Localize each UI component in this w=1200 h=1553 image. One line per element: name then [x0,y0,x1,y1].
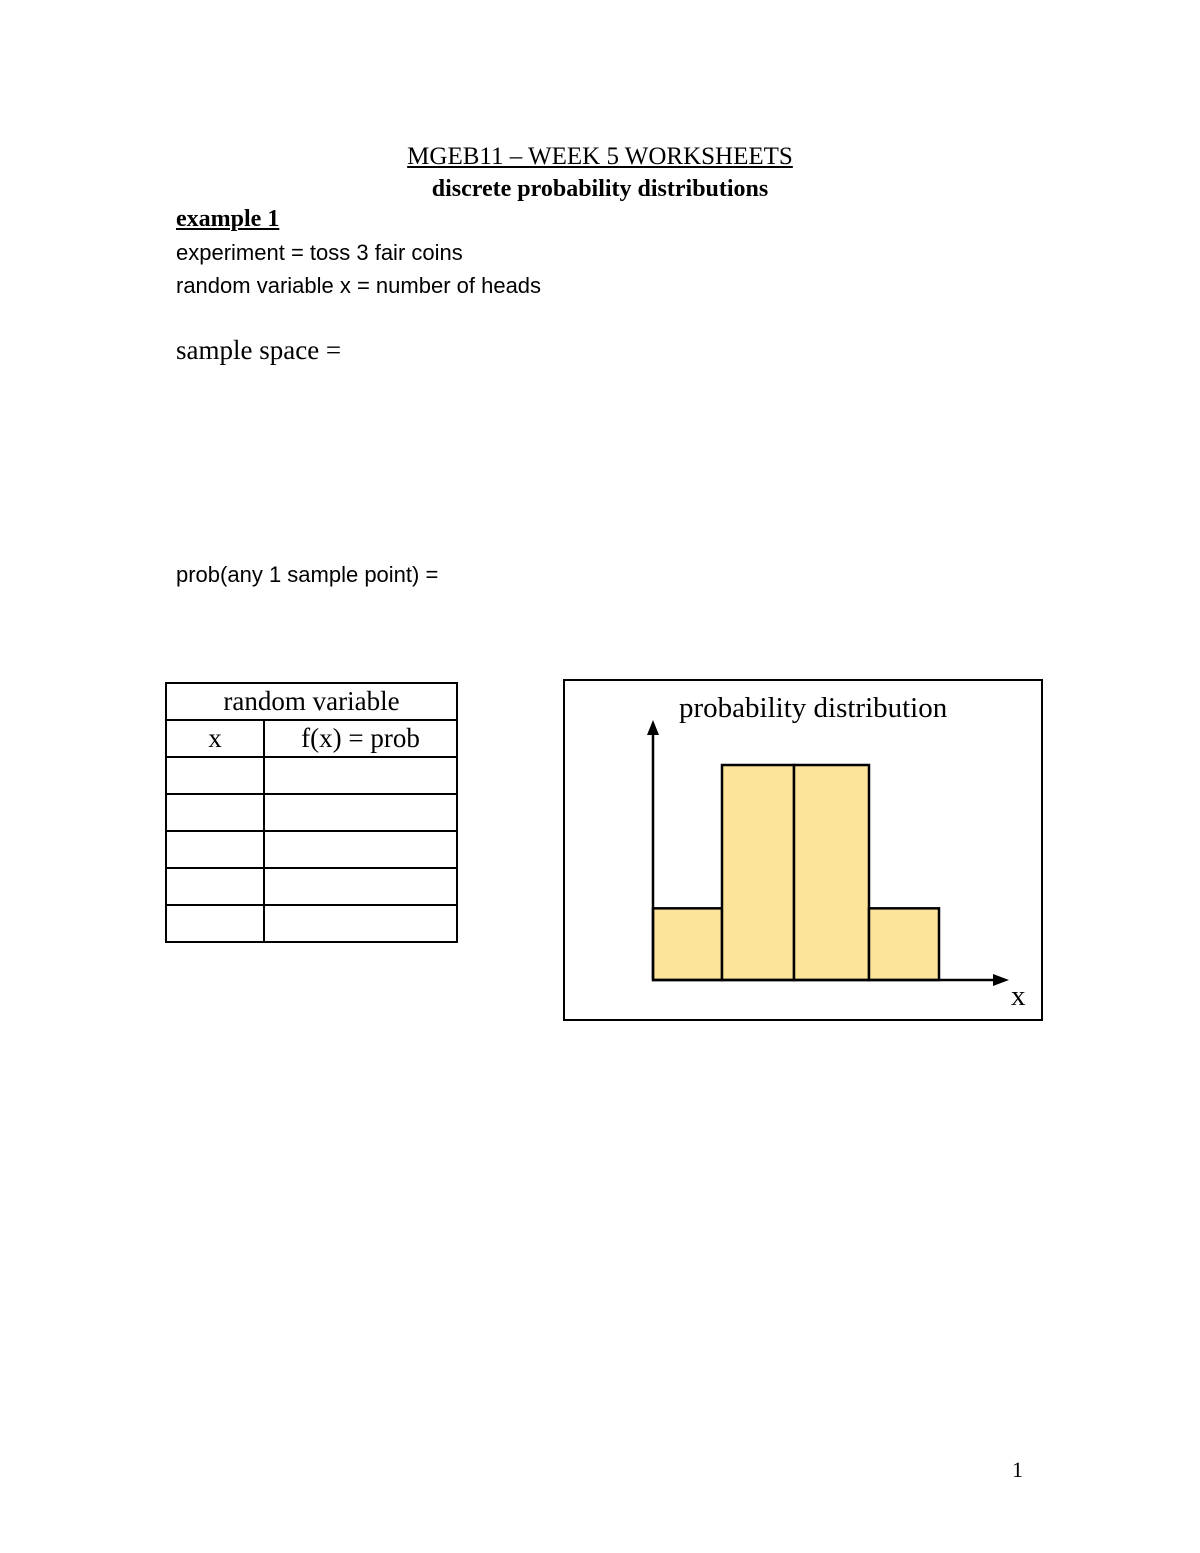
table-caption: random variable [166,683,457,720]
chart-bar [722,765,794,980]
table-header-x: x [166,720,264,757]
table-cell-x [166,831,264,868]
chart-bar [653,908,722,980]
random-variable-line: random variable x = number of heads [176,273,542,298]
chart-bar [869,908,939,980]
page-number: 1 [1012,1457,1023,1482]
chart-bar [794,765,869,980]
sample-space-line: sample space = [176,335,342,365]
chart-title: probability distribution [679,692,948,724]
table-row [166,868,457,905]
table-cell-x [166,905,264,942]
table-cell-x [166,757,264,794]
table-cell-fx [264,905,457,942]
table-row [166,757,457,794]
worksheet-title: MGEB11 – WEEK 5 WORKSHEETS [407,143,793,170]
table-header-fx: f(x) = prob [264,720,457,757]
table-cell-fx [264,831,457,868]
table-cell-fx [264,794,457,831]
experiment-line: experiment = toss 3 fair coins [176,240,463,265]
chart-bars [653,765,939,980]
random-variable-table [165,682,458,943]
table-row [166,905,457,942]
probability-distribution-chart [563,679,1044,1022]
x-axis-label: x [1011,980,1026,1012]
x-axis-arrowhead [993,974,1009,986]
table-row [166,794,457,831]
worksheet-subtitle: discrete probability distributions [431,176,769,202]
table-cell-fx [264,757,457,794]
table-row [166,831,457,868]
y-axis-arrowhead [647,720,659,735]
example-heading: example 1 [176,206,280,232]
table-cell-x [166,868,264,905]
table-cell-fx [264,868,457,905]
table-cell-x [166,794,264,831]
prob-sample-point-line: prob(any 1 sample point) = [176,562,439,587]
